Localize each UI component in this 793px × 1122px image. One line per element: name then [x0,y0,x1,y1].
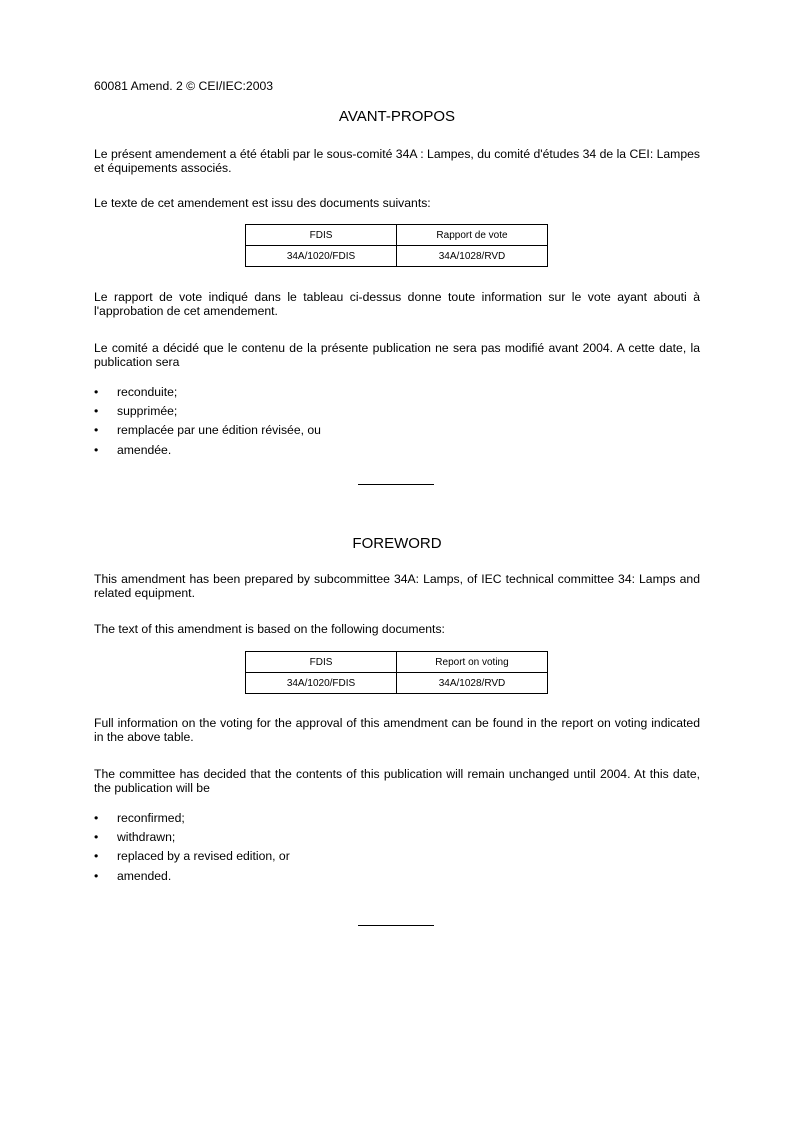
table-row [246,246,548,267]
bullet-icon: • [94,868,99,883]
bullet-icon: • [94,830,99,845]
table-cell: 34A/1028/RVD [397,673,548,694]
english-paragraph-1: This amendment has been prepared by subcommittee 34A: Lamps, of IEC technical committee 34: Lamps and related equipment. [94,572,700,600]
bullet-icon: • [94,385,99,399]
bullet-icon: • [94,404,99,419]
bullet-icon: • [94,849,99,864]
english-paragraph-3: Full information on the voting for the approval of this amendment can be found in the report on voting indicated in the above table. [94,716,700,744]
french-documents-table [245,224,548,267]
section-divider [358,484,434,485]
document-header: 60081 Amend. 2 © CEI/IEC:2003 [94,79,274,93]
table-header-cell: FDIS [246,225,397,246]
list-item: • reconfirmed; [94,811,185,825]
french-paragraph-3: Le rapport de vote indiqué dans le tableau ci-dessus donne toute information sur le vote ayant abouti à l'approbation de cet amendement. [94,290,700,318]
list-item: • amended. [94,868,172,883]
french-paragraph-1: Le présent amendement a été établi par le sous-comité 34A : Lampes, du comité d'études 34 de la CEI: Lampes et équipements associés. [94,147,700,175]
french-section-title: AVANT-PROPOS [338,108,456,125]
bullet-icon: • [94,423,99,438]
french-bullet-list [94,384,700,461]
bullet-icon: • [94,442,99,457]
table-header-cell: Rapport de vote [397,225,548,246]
english-bullet-list [94,810,700,887]
table-cell: 34A/1020/FDIS [246,246,397,267]
french-paragraph-4: Le comité a décidé que le contenu de la présente publication ne sera pas modifié avant 2004. A cette date, la publication sera [94,341,700,369]
table-header-cell: Report on voting [397,652,548,673]
section-divider [358,925,434,926]
table-header-row [246,225,548,246]
english-section-title: FOREWORD [352,535,442,552]
table-row [246,673,548,694]
list-item: • remplacée par une édition révisée, ou [94,423,321,438]
english-paragraph-2: The text of this amendment is based on the following documents: [94,622,445,636]
table-header-cell: FDIS [246,652,397,673]
bullet-icon: • [94,811,99,825]
table-header-row [246,652,548,673]
english-documents-table [245,651,548,694]
table-cell: 34A/1028/RVD [397,246,548,267]
table-cell: 34A/1020/FDIS [246,673,397,694]
list-item: • amendée. [94,442,172,457]
list-item: • reconduite; [94,385,178,399]
list-item: • supprimée; [94,404,178,419]
french-paragraph-2: Le texte de cet amendement est issu des documents suivants: [94,196,431,210]
english-paragraph-4: The committee has decided that the contents of this publication will remain unchanged until 2004. At this date, the publication will be [94,767,700,795]
list-item: • replaced by a revised edition, or [94,849,290,864]
list-item: • withdrawn; [94,830,176,845]
